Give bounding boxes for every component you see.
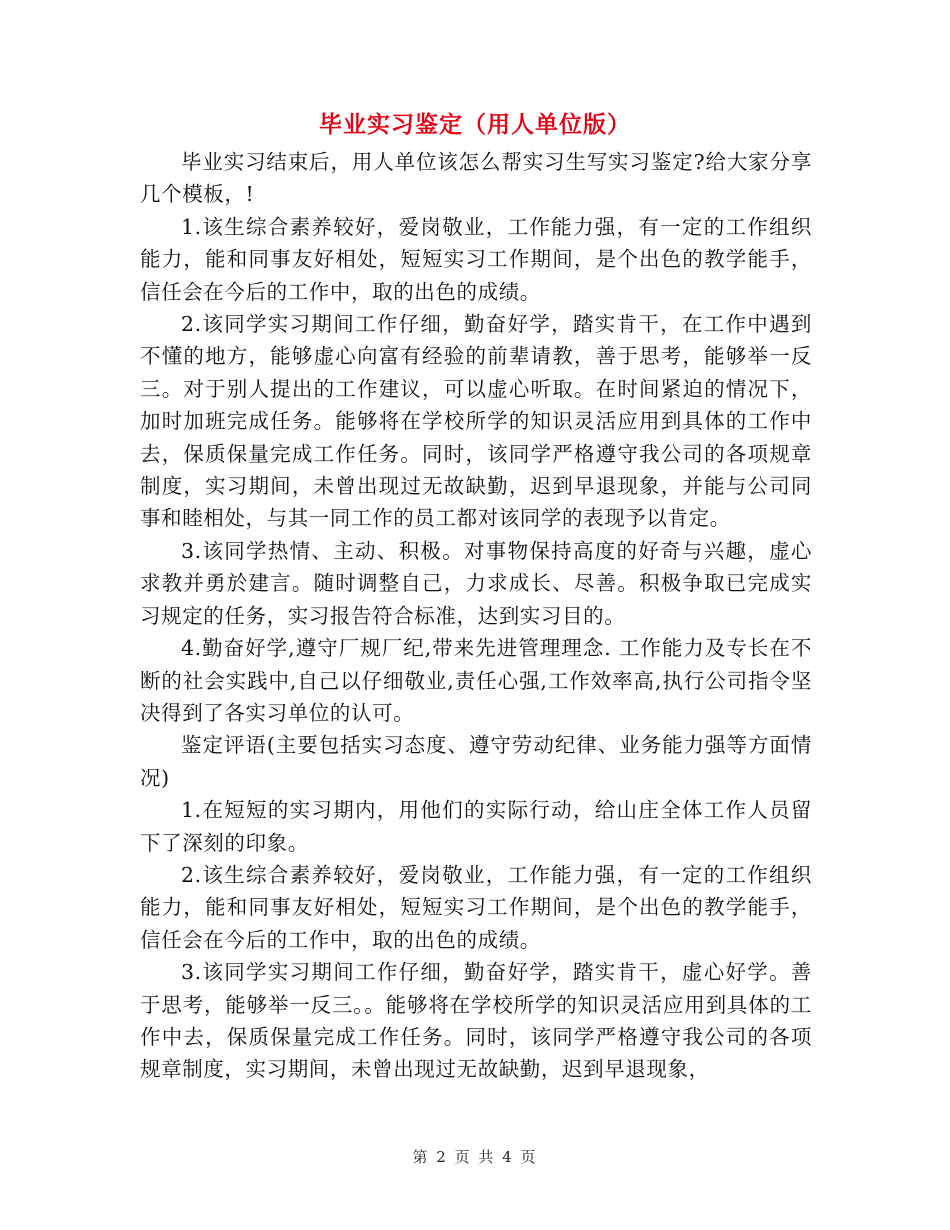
- footer-prefix: 第: [412, 1148, 430, 1166]
- evaluation-item-1: 1.在短短的实习期内，用他们的实际行动，给山庄全体工作人员留下了深刻的印象。: [140, 798, 812, 855]
- evaluation-item-2: 2.该生综合素养较好，爱岗敬业，工作能力强，有一定的工作组织能力，能和同事友好相处，短短实习工作期间，是个出色的教学能手，信任会在今后的工作中，取的出色的成绩。: [140, 862, 812, 952]
- footer-suffix: 页: [520, 1148, 538, 1166]
- evaluation-item-3: 3.该同学实习期间工作仔细，勤奋好学，踏实肯干，虚心好学。善于思考，能够举一反三。。能够将在学校所学的知识灵活应用到具体的工作中去，保质保量完成工作任务。同时，该同学严格遵守我公司的各项规章制度，实习期间，未曾出现过无故缺勤，迟到早退现象，: [140, 960, 812, 1082]
- total-page-number: 4: [502, 1148, 514, 1166]
- template-item-3: 3.该同学热情、主动、积极。对事物保持高度的好奇与兴趣，虚心求教并勇於建言。随时调整自己，力求成长、尽善。积极争取已完成实习规定的任务，实习报告符合标准，达到实习目的。: [140, 538, 812, 628]
- template-item-2: 2.该同学实习期间工作仔细，勤奋好学，踏实肯干，在工作中遇到不懂的地方，能够虚心向富有经验的前辈请教，善于思考，能够举一反三。对于别人提出的工作建议，可以虚心听取。在时间紧迫的情况下，加时加班完成任务。能够将在学校所学的知识灵活应用到具体的工作中去，保质保量完成工作任务。同时，该同学严格遵守我公司的各项规章制度，实习期间，未曾出现过无故缺勤，迟到早退现象，并能与公司同事和睦相处，与其一同工作的员工都对该同学的表现予以肯定。: [140, 312, 812, 531]
- document-body: [140, 146, 812, 1086]
- template-item-4: 4.勤奋好学,遵守厂规厂纪,带来先进管理理念. 工作能力及专长在不断的社会实践中,自己以仔细敬业,责任心强,工作效率高,执行公司指令坚决得到了各实习单位的认可。: [140, 636, 812, 725]
- document-title: 毕业实习鉴定（用人单位版）: [319, 111, 631, 138]
- intro-paragraph: 毕业实习结束后，用人单位该怎么帮实习生写实习鉴定?给大家分享几个模板，!: [140, 150, 812, 207]
- page-footer: [0, 1146, 950, 1168]
- footer-mid: 页 共: [454, 1148, 496, 1166]
- evaluation-heading: 鉴定评语(主要包括实习态度、遵守劳动纪律、业务能力强等方面情况): [140, 733, 812, 790]
- template-item-1: 1.该生综合素养较好，爱岗敬业，工作能力强，有一定的工作组织能力，能和同事友好相处，短短实习工作期间，是个出色的教学能手，信任会在今后的工作中，取的出色的成绩。: [140, 214, 812, 304]
- current-page-number: 2: [436, 1148, 448, 1166]
